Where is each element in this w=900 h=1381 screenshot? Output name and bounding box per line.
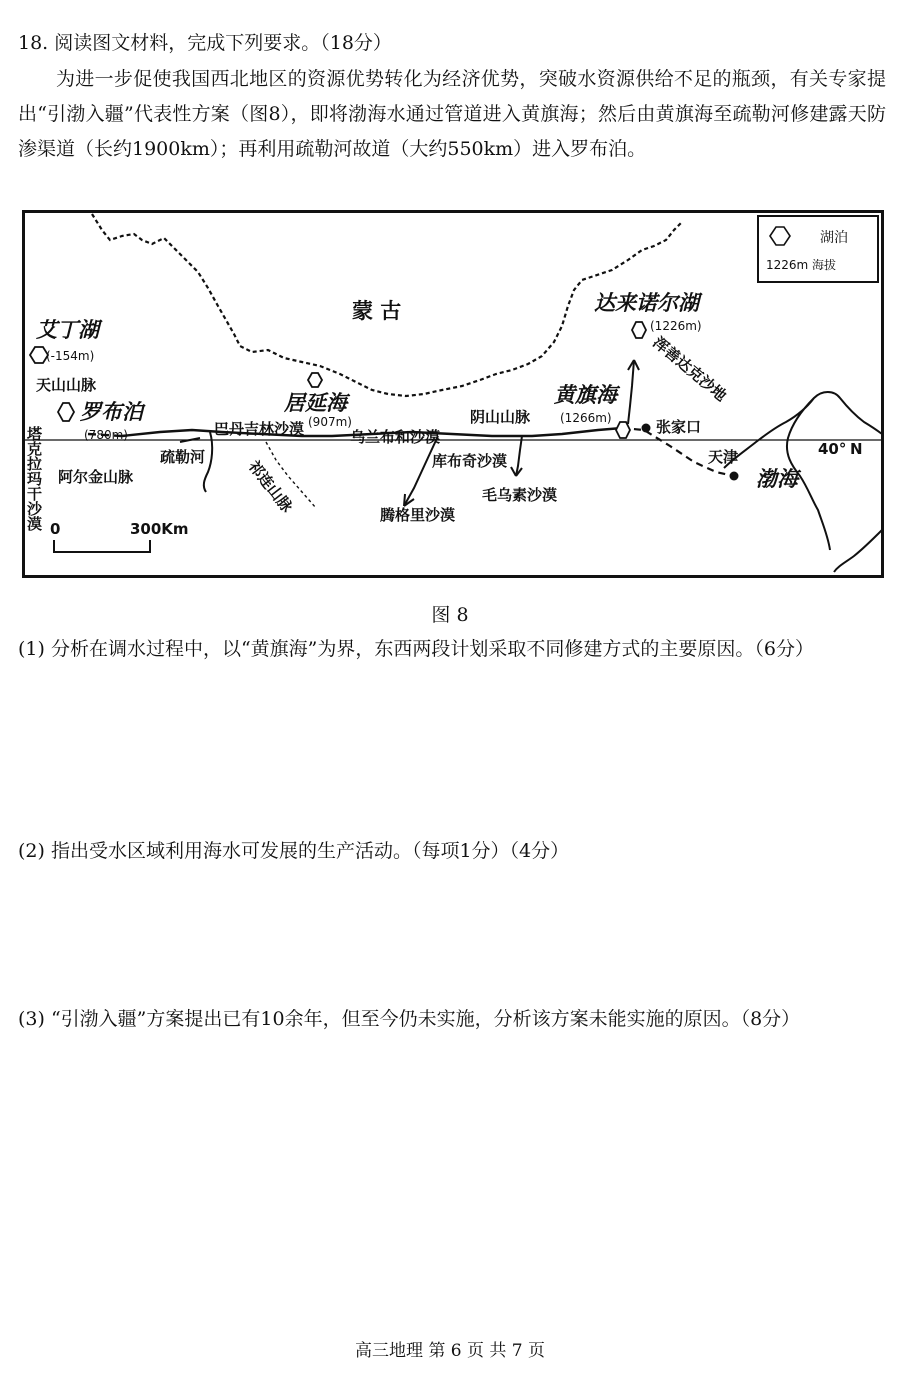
legend-lake-label: 湖泊: [820, 230, 848, 246]
place-zhangjiakou-label: 张家口: [656, 418, 702, 436]
scale-label: 300Km: [130, 520, 189, 538]
lake-juyan-elev: (907m): [308, 415, 352, 429]
legend-elevation-label: 1226m 海拔: [766, 258, 837, 272]
subquestion-3-text: “引渤入疆”方案提出已有10余年，但至今仍未实施，分析该方案未能实施的原因。（8分）: [50, 1008, 801, 1030]
subquestion-1-label: (1): [18, 638, 45, 660]
place-yinshan-label: 阴山山脉: [470, 408, 531, 426]
subquestion-1: [18, 632, 886, 667]
place-kubuqi-label: 库布奇沙漠: [432, 452, 508, 470]
lake-dalainuoer-elev: (1226m): [650, 319, 702, 333]
lake-aiding-elev: (-154m): [46, 349, 95, 363]
latitude-label: 40°: [818, 440, 847, 458]
lake-dalainuoer-name: 达来诺尔湖: [594, 291, 699, 315]
subquestion-1-text: 分析在调水过程中，以“黄旗海”为界，东西两段计划采取不同修建方式的主要原因。（6分）: [50, 638, 814, 660]
place-hunshandake-label: 浑善达克沙地: [649, 333, 730, 405]
lake-huangqi-name: 黄旗海: [554, 383, 617, 407]
place-shule-label: 疏勒河: [160, 448, 206, 466]
figure-8-map: [22, 210, 884, 578]
map-legend: [758, 216, 878, 282]
subquestion-3-label: (3): [18, 1008, 45, 1030]
lake-huangqi-icon: [616, 422, 630, 438]
lake-luobu-elev: (780m): [84, 428, 128, 442]
city-tianjin-dot: [730, 472, 739, 481]
place-wulanbuhe-label: 乌兰布和沙漠: [350, 428, 441, 446]
place-qilian-label: 祁连山脉: [244, 457, 296, 516]
place-tianjin-label: 天津: [708, 448, 739, 466]
lake-juyan-name: 居延海: [284, 391, 347, 415]
lake-dalainuoer-icon: [632, 322, 646, 338]
lake-luobu-name: 罗布泊: [80, 400, 143, 424]
north-label: N: [850, 440, 863, 458]
subquestion-2: [18, 834, 886, 869]
city-zhangjiakou-dot: [642, 424, 651, 433]
place-tianshan-label: 天山山脉: [36, 376, 97, 394]
subquestion-2-text: 指出受水区域利用海水可发展的生产活动。（每项1分）（4分）: [50, 840, 570, 862]
question-header: 18. 阅读图文材料，完成下列要求。（18分）: [18, 32, 392, 54]
scale-zero: 0: [50, 520, 61, 538]
subquestion-2-label: (2): [18, 840, 45, 862]
lake-aiding-name: 艾丁湖: [36, 318, 99, 342]
question-material: 为进一步促使我国西北地区的资源优势转化为经济优势，突破水资源供给不足的瓶颈，有关专家提出“引渤入疆”代表性方案（图8），即将渤海水通过管道进入黄旗海；然后由黄旗海至疏勒河修建露天防渗渠道（长约1900km）；再利用疏勒河故道（大约550km）进入罗布泊。: [18, 68, 886, 160]
figure-caption: 图 8: [431, 604, 469, 626]
lake-huangqi-elev: (1266m): [560, 411, 612, 425]
subquestion-3: [18, 1002, 886, 1037]
country-mongolia-label: 蒙 古: [352, 299, 402, 323]
place-taklimakan-label: 塔克拉玛干沙漠: [25, 426, 43, 531]
place-maowusu-label: 毛乌素沙漠: [482, 486, 558, 504]
page-footer: 高三地理 第 6 页 共 7 页: [354, 1341, 546, 1361]
lake-juyan-icon: [308, 373, 322, 387]
place-aerjin-label: 阿尔金山脉: [58, 468, 134, 486]
place-badanjilin-label: 巴丹吉林沙漠: [214, 420, 305, 438]
place-tengger-label: 腾格里沙漠: [380, 506, 456, 524]
place-bohai-label: 渤海: [756, 467, 798, 491]
